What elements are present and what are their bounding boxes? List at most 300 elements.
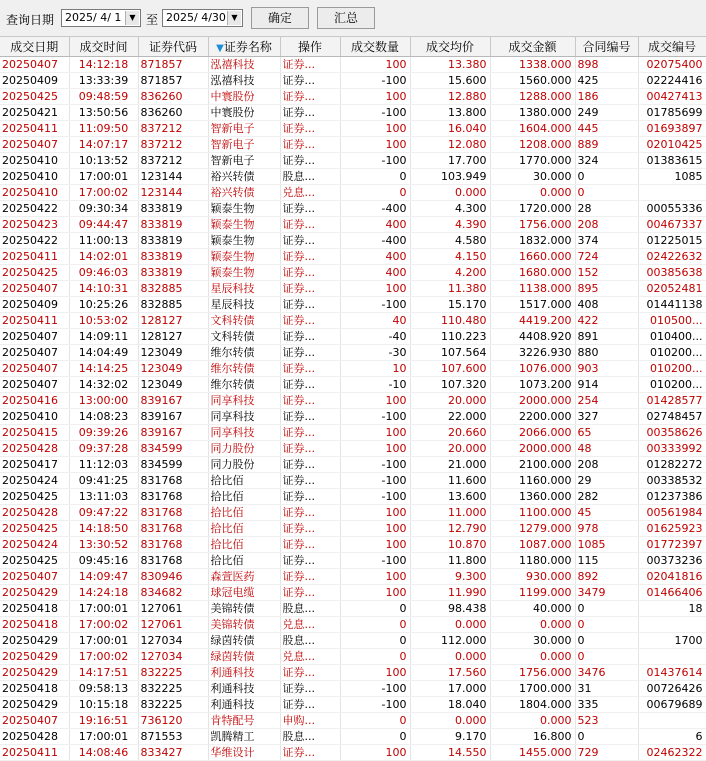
column-header-price[interactable]: 成交均价 [410, 37, 490, 57]
cell-contract: 65 [575, 425, 638, 441]
cell-code: 128127 [138, 329, 208, 345]
table-row[interactable] [0, 313, 706, 329]
cell-price: 110.480 [410, 313, 490, 329]
cell-action: 股息... [280, 601, 340, 617]
cell-code: 832885 [138, 297, 208, 313]
cell-date: 20250425 [0, 553, 69, 569]
cell-name: 裕兴转债 [208, 185, 280, 201]
cell-time: 09:30:34 [69, 201, 138, 217]
cell-price: 13.380 [410, 57, 490, 73]
cell-date: 20250428 [0, 729, 69, 745]
cell-price: 4.200 [410, 265, 490, 281]
cell-time: 14:17:51 [69, 665, 138, 681]
chevron-down-icon[interactable]: ▼ [125, 11, 139, 25]
cell-contract: 880 [575, 345, 638, 361]
cell-time: 14:09:47 [69, 569, 138, 585]
cell-price: 98.438 [410, 601, 490, 617]
cell-amount: 40.000 [490, 601, 575, 617]
cell-qty: -100 [340, 489, 410, 505]
table-row[interactable] [0, 361, 706, 377]
cell-deal [638, 649, 706, 665]
cell-code: 871857 [138, 57, 208, 73]
cell-code: 832225 [138, 665, 208, 681]
cell-name: 肯特配号 [208, 713, 280, 729]
cell-contract: 445 [575, 121, 638, 137]
cell-qty: 10 [340, 361, 410, 377]
cell-contract: 208 [575, 457, 638, 473]
cell-time: 14:10:31 [69, 281, 138, 297]
confirm-button[interactable]: 确定 [251, 7, 309, 29]
query-date-label: 查询日期 [6, 13, 55, 27]
cell-price: 22.000 [410, 409, 490, 425]
cell-price: 0.000 [410, 185, 490, 201]
cell-code: 831768 [138, 553, 208, 569]
cell-deal: 02422632 [638, 249, 706, 265]
cell-amount: 1338.000 [490, 57, 575, 73]
cell-deal: 02748457 [638, 409, 706, 425]
cell-price: 21.000 [410, 457, 490, 473]
cell-code: 127061 [138, 601, 208, 617]
cell-action: 证券... [280, 201, 340, 217]
cell-amount: 3226.930 [490, 345, 575, 361]
cell-qty: -100 [340, 153, 410, 169]
cell-date: 20250411 [0, 249, 69, 265]
cell-qty: 100 [340, 137, 410, 153]
table-row[interactable] [0, 713, 706, 729]
cell-amount: 1380.000 [490, 105, 575, 121]
table-row[interactable] [0, 537, 706, 553]
cell-name: 星辰科技 [208, 297, 280, 313]
cell-date: 20250410 [0, 185, 69, 201]
table-row[interactable] [0, 121, 706, 137]
table-row[interactable] [0, 729, 706, 745]
table-row[interactable] [0, 137, 706, 153]
cell-time: 17:00:02 [69, 617, 138, 633]
cell-name: 拾比佰 [208, 521, 280, 537]
cell-time: 17:00:01 [69, 633, 138, 649]
cell-time: 14:12:18 [69, 57, 138, 73]
cell-qty: -40 [340, 329, 410, 345]
table-row[interactable] [0, 425, 706, 441]
cell-price: 4.390 [410, 217, 490, 233]
cell-amount: 2000.000 [490, 441, 575, 457]
cell-contract: 28 [575, 201, 638, 217]
cell-date: 20250411 [0, 745, 69, 761]
cell-qty: 100 [340, 505, 410, 521]
cell-time: 17:00:01 [69, 601, 138, 617]
table-row[interactable] [0, 329, 706, 345]
cell-date: 20250411 [0, 313, 69, 329]
table-row[interactable] [0, 393, 706, 409]
cell-amount: 1288.000 [490, 89, 575, 105]
cell-time: 09:47:22 [69, 505, 138, 521]
cell-name: 球冠电缆 [208, 585, 280, 601]
table-row[interactable] [0, 681, 706, 697]
cell-time: 13:11:03 [69, 489, 138, 505]
cell-deal: 02224416 [638, 73, 706, 89]
cell-contract: 335 [575, 697, 638, 713]
cell-time: 09:39:26 [69, 425, 138, 441]
cell-action: 证券... [280, 57, 340, 73]
cell-name: 同力股份 [208, 457, 280, 473]
cell-action: 证券... [280, 585, 340, 601]
table-row[interactable] [0, 745, 706, 761]
cell-price: 0.000 [410, 617, 490, 633]
column-header-amount[interactable]: 成交金额 [490, 37, 575, 57]
cell-name: 拾比佰 [208, 553, 280, 569]
column-header-contract[interactable]: 合同编号 [575, 37, 638, 57]
cell-action: 证券... [280, 265, 340, 281]
table-row[interactable] [0, 665, 706, 681]
cell-price: 12.080 [410, 137, 490, 153]
table-row[interactable] [0, 553, 706, 569]
table-row[interactable] [0, 153, 706, 169]
cell-action: 证券... [280, 73, 340, 89]
cell-name: 森萱医药 [208, 569, 280, 585]
cell-time: 14:09:11 [69, 329, 138, 345]
table-row[interactable] [0, 521, 706, 537]
cell-action: 证券... [280, 665, 340, 681]
cell-date: 20250425 [0, 265, 69, 281]
cell-date: 20250407 [0, 569, 69, 585]
cell-code: 839167 [138, 425, 208, 441]
cell-deal [638, 617, 706, 633]
summary-button[interactable]: 汇总 [317, 7, 375, 29]
cell-amount: 16.800 [490, 729, 575, 745]
cell-qty: 400 [340, 249, 410, 265]
table-row[interactable] [0, 249, 706, 265]
cell-name: 华维设计 [208, 745, 280, 761]
table-row[interactable] [0, 633, 706, 649]
cell-date: 20250407 [0, 713, 69, 729]
cell-amount: 2000.000 [490, 393, 575, 409]
cell-action: 证券... [280, 361, 340, 377]
cell-amount: 1100.000 [490, 505, 575, 521]
cell-date: 20250428 [0, 441, 69, 457]
start-date-value: 2025/ 4/ 1 [65, 11, 122, 24]
cell-deal: 00373236 [638, 553, 706, 569]
cell-deal: 1085 [638, 169, 706, 185]
cell-date: 20250411 [0, 121, 69, 137]
cell-qty: 100 [340, 521, 410, 537]
table-row[interactable] [0, 105, 706, 121]
cell-qty: 400 [340, 217, 410, 233]
cell-time: 14:04:49 [69, 345, 138, 361]
cell-action: 证券... [280, 249, 340, 265]
cell-qty: 100 [340, 569, 410, 585]
cell-code: 834682 [138, 585, 208, 601]
cell-amount: 1279.000 [490, 521, 575, 537]
cell-code: 871857 [138, 73, 208, 89]
cell-price: 9.300 [410, 569, 490, 585]
cell-amount: 0.000 [490, 649, 575, 665]
cell-date: 20250425 [0, 89, 69, 105]
cell-date: 20250409 [0, 297, 69, 313]
cell-name: 中寰股份 [208, 89, 280, 105]
table-row[interactable] [0, 457, 706, 473]
table-row[interactable] [0, 345, 706, 361]
cell-qty: -400 [340, 233, 410, 249]
cell-time: 10:13:52 [69, 153, 138, 169]
column-header-date[interactable]: 成交日期 [0, 37, 69, 57]
cell-time: 13:33:39 [69, 73, 138, 89]
cell-amount: 1756.000 [490, 217, 575, 233]
cell-code: 123144 [138, 185, 208, 201]
table-row[interactable] [0, 441, 706, 457]
cell-code: 123049 [138, 345, 208, 361]
cell-contract: 0 [575, 617, 638, 633]
cell-contract: 249 [575, 105, 638, 121]
table-row[interactable] [0, 169, 706, 185]
cell-contract: 891 [575, 329, 638, 345]
cell-deal: 01625923 [638, 521, 706, 537]
cell-time: 17:00:02 [69, 649, 138, 665]
cell-amount: 1832.000 [490, 233, 575, 249]
table-row[interactable] [0, 697, 706, 713]
cell-date: 20250429 [0, 633, 69, 649]
cell-deal: 00561984 [638, 505, 706, 521]
cell-time: 14:08:46 [69, 745, 138, 761]
cell-qty: 100 [340, 537, 410, 553]
cell-amount: 0.000 [490, 617, 575, 633]
cell-amount: 1720.000 [490, 201, 575, 217]
trade-records-table [0, 37, 706, 761]
cell-qty: -100 [340, 457, 410, 473]
cell-name: 同享科技 [208, 393, 280, 409]
cell-contract: 724 [575, 249, 638, 265]
cell-name: 智新电子 [208, 121, 280, 137]
column-header-time[interactable]: 成交时间 [69, 37, 138, 57]
cell-action: 股息... [280, 169, 340, 185]
cell-name: 泓禧科技 [208, 57, 280, 73]
cell-deal: 02075400 [638, 57, 706, 73]
table-row[interactable] [0, 585, 706, 601]
cell-deal: 6 [638, 729, 706, 745]
cell-name: 裕兴转债 [208, 169, 280, 185]
column-header-deal[interactable]: 成交编号 [638, 37, 706, 57]
table-row[interactable] [0, 409, 706, 425]
cell-date: 20250416 [0, 393, 69, 409]
cell-contract: 208 [575, 217, 638, 233]
cell-action: 证券... [280, 105, 340, 121]
column-header-qty[interactable]: 成交数量 [340, 37, 410, 57]
cell-action: 兑息... [280, 617, 340, 633]
table-row[interactable] [0, 473, 706, 489]
cell-amount: 2100.000 [490, 457, 575, 473]
column-header-action[interactable]: 操作 [280, 37, 340, 57]
end-date-value: 2025/ 4/30 [166, 11, 226, 24]
cell-price: 103.949 [410, 169, 490, 185]
table-row[interactable] [0, 649, 706, 665]
cell-code: 831768 [138, 505, 208, 521]
cell-code: 127034 [138, 633, 208, 649]
cell-time: 14:24:18 [69, 585, 138, 601]
cell-qty: 0 [340, 617, 410, 633]
table-row[interactable] [0, 73, 706, 89]
cell-action: 证券... [280, 137, 340, 153]
cell-time: 17:00:01 [69, 169, 138, 185]
cell-code: 837212 [138, 121, 208, 137]
cell-action: 申购... [280, 713, 340, 729]
cell-deal: 010400... [638, 329, 706, 345]
cell-name: 颖泰生物 [208, 265, 280, 281]
cell-contract: 152 [575, 265, 638, 281]
cell-name: 中寰股份 [208, 105, 280, 121]
cell-time: 10:15:18 [69, 697, 138, 713]
cell-code: 833819 [138, 249, 208, 265]
cell-action: 证券... [280, 489, 340, 505]
cell-date: 20250418 [0, 601, 69, 617]
cell-time: 09:48:59 [69, 89, 138, 105]
cell-action: 股息... [280, 633, 340, 649]
cell-deal: 010200... [638, 361, 706, 377]
cell-action: 证券... [280, 409, 340, 425]
cell-name: 拾比佰 [208, 489, 280, 505]
cell-code: 831768 [138, 537, 208, 553]
cell-date: 20250418 [0, 681, 69, 697]
cell-price: 107.600 [410, 361, 490, 377]
cell-price: 4.300 [410, 201, 490, 217]
table-row[interactable] [0, 89, 706, 105]
cell-name: 泓禧科技 [208, 73, 280, 89]
cell-code: 736120 [138, 713, 208, 729]
cell-name: 文科转债 [208, 313, 280, 329]
table-row[interactable] [0, 265, 706, 281]
cell-qty: 0 [340, 169, 410, 185]
cell-amount: 1360.000 [490, 489, 575, 505]
cell-action: 证券... [280, 553, 340, 569]
cell-name: 利通科技 [208, 681, 280, 697]
cell-deal: 01237386 [638, 489, 706, 505]
cell-amount: 2200.000 [490, 409, 575, 425]
cell-qty: 40 [340, 313, 410, 329]
cell-qty: 0 [340, 185, 410, 201]
cell-price: 17.000 [410, 681, 490, 697]
cell-amount: 1160.000 [490, 473, 575, 489]
cell-contract: 324 [575, 153, 638, 169]
chevron-down-icon[interactable]: ▼ [227, 11, 241, 25]
cell-date: 20250429 [0, 649, 69, 665]
cell-time: 17:00:01 [69, 729, 138, 745]
cell-price: 17.560 [410, 665, 490, 681]
sort-desc-icon: ▼ [216, 43, 224, 54]
cell-name: 绿茵转债 [208, 649, 280, 665]
cell-amount: 1073.200 [490, 377, 575, 393]
cell-date: 20250424 [0, 473, 69, 489]
cell-price: 16.040 [410, 121, 490, 137]
cell-name: 同享科技 [208, 425, 280, 441]
cell-code: 833427 [138, 745, 208, 761]
cell-deal: 00385638 [638, 265, 706, 281]
cell-contract: 408 [575, 297, 638, 313]
cell-code: 836260 [138, 89, 208, 105]
table-row[interactable] [0, 201, 706, 217]
cell-qty: -100 [340, 73, 410, 89]
cell-date: 20250418 [0, 617, 69, 633]
cell-deal: 00427413 [638, 89, 706, 105]
cell-contract: 3479 [575, 585, 638, 601]
table-row[interactable] [0, 569, 706, 585]
cell-deal: 00726426 [638, 681, 706, 697]
column-header-code[interactable]: 证券代码 [138, 37, 208, 57]
table-row[interactable] [0, 505, 706, 521]
table-row[interactable] [0, 217, 706, 233]
table-row[interactable] [0, 57, 706, 73]
cell-contract: 254 [575, 393, 638, 409]
table-row[interactable] [0, 489, 706, 505]
end-date-picker[interactable] [162, 9, 243, 27]
cell-price: 15.170 [410, 297, 490, 313]
cell-qty: 100 [340, 745, 410, 761]
cell-name: 智新电子 [208, 153, 280, 169]
start-date-picker[interactable] [61, 9, 141, 27]
to-label: 至 [146, 13, 159, 27]
cell-qty: 100 [340, 585, 410, 601]
table-row[interactable] [0, 601, 706, 617]
cell-action: 证券... [280, 393, 340, 409]
cell-name: 美锦转债 [208, 601, 280, 617]
cell-contract: 31 [575, 681, 638, 697]
cell-contract: 0 [575, 649, 638, 665]
cell-price: 107.564 [410, 345, 490, 361]
cell-time: 09:58:13 [69, 681, 138, 697]
cell-code: 831768 [138, 521, 208, 537]
cell-deal: 010200... [638, 345, 706, 361]
cell-action: 证券... [280, 297, 340, 313]
cell-deal: 010200... [638, 377, 706, 393]
cell-code: 834599 [138, 441, 208, 457]
table-row[interactable] [0, 377, 706, 393]
table-row[interactable] [0, 185, 706, 201]
cell-date: 20250407 [0, 137, 69, 153]
table-body [0, 57, 706, 761]
cell-contract: 889 [575, 137, 638, 153]
table-row[interactable] [0, 281, 706, 297]
cell-deal: 00338532 [638, 473, 706, 489]
cell-name: 同力股份 [208, 441, 280, 457]
column-header-name[interactable] [208, 37, 280, 57]
table-row[interactable] [0, 233, 706, 249]
cell-contract: 327 [575, 409, 638, 425]
cell-time: 14:02:01 [69, 249, 138, 265]
cell-amount: 930.000 [490, 569, 575, 585]
cell-action: 证券... [280, 281, 340, 297]
cell-amount: 30.000 [490, 633, 575, 649]
cell-time: 10:25:26 [69, 297, 138, 313]
cell-amount: 1604.000 [490, 121, 575, 137]
cell-contract: 282 [575, 489, 638, 505]
table-row[interactable] [0, 617, 706, 633]
table-row[interactable] [0, 297, 706, 313]
cell-date: 20250407 [0, 57, 69, 73]
cell-amount: 2066.000 [490, 425, 575, 441]
cell-contract: 0 [575, 185, 638, 201]
cell-amount: 1087.000 [490, 537, 575, 553]
cell-action: 证券... [280, 425, 340, 441]
cell-amount: 1660.000 [490, 249, 575, 265]
cell-date: 20250407 [0, 329, 69, 345]
cell-deal [638, 713, 706, 729]
cell-date: 20250409 [0, 73, 69, 89]
cell-name: 颖泰生物 [208, 249, 280, 265]
cell-action: 股息... [280, 729, 340, 745]
cell-name: 星辰科技 [208, 281, 280, 297]
cell-price: 11.380 [410, 281, 490, 297]
cell-code: 839167 [138, 409, 208, 425]
cell-price: 13.800 [410, 105, 490, 121]
cell-action: 证券... [280, 345, 340, 361]
cell-code: 836260 [138, 105, 208, 121]
